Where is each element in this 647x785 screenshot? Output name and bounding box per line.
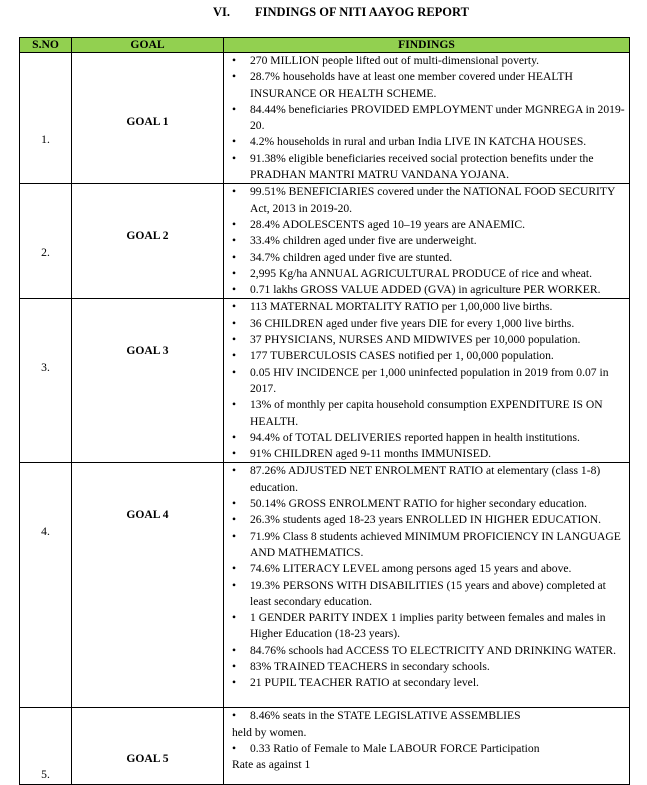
finding-item: • 113 MATERNAL MORTALITY RATIO per 1,00,000 live births. [224, 299, 629, 315]
sno-value: 4. [41, 525, 50, 539]
finding-item: • 36 CHILDREN aged under five years DIE for every 1,000 live births. [224, 316, 629, 332]
sno-cell [20, 708, 72, 785]
goal-label: GOAL 1 [126, 115, 169, 128]
table-row [20, 299, 630, 463]
finding-item: • 21 PUPIL TEACHER RATIO at secondary level. [224, 675, 629, 691]
table-row [20, 53, 630, 184]
header-goal: GOAL [72, 38, 224, 53]
findings-list [224, 708, 629, 724]
finding-continuation: Rate as against 1 [232, 758, 311, 772]
table-row [20, 184, 630, 299]
finding-item: • 84.44% beneficiaries PROVIDED EMPLOYMENT under MGNREGA in 2019-20. [224, 102, 629, 135]
sno-value: 1. [41, 133, 50, 146]
sno-cell [20, 299, 72, 463]
goal-cell [72, 299, 224, 463]
header-sno: S.NO [20, 38, 72, 53]
section-title: FINDINGS OF NITI AAYOG REPORT [255, 5, 469, 19]
finding-item: • 28.7% households have at least one member covered under HEALTH INSURANCE OR HEALTH SCHEME. [224, 69, 629, 102]
finding-item: • 84.76% schools had ACCESS TO ELECTRICITY AND DRINKING WATER. [224, 643, 629, 659]
sno-cell [20, 463, 72, 708]
findings-cell [224, 299, 630, 463]
findings-list [224, 463, 629, 691]
finding-item: • 0.71 lakhs GROSS VALUE ADDED (GVA) in agriculture PER WORKER. [224, 282, 629, 298]
section-number: VI. [213, 5, 231, 19]
sno-value: 5. [41, 768, 50, 782]
finding-item: • 91.38% eligible beneficiaries received social protection benefits under the PRADHAN MANTRI MATRU VANDANA YOJANA. [224, 151, 629, 184]
table-row [20, 463, 630, 708]
goal-cell [72, 53, 224, 184]
findings-list [224, 184, 629, 298]
findings-list [224, 299, 629, 462]
finding-item: • 83% TRAINED TEACHERS in secondary schools. [224, 659, 629, 675]
goal-label: GOAL 3 [126, 344, 169, 358]
sno-value: 3. [41, 361, 50, 375]
findings-cell [224, 463, 630, 708]
finding-item: • 2,995 Kg/ha ANNUAL AGRICULTURAL PRODUCE of rice and wheat. [224, 266, 629, 282]
goal-cell [72, 463, 224, 708]
finding-item: • 34.7% children aged under five are stunted. [224, 250, 629, 266]
goal-label: GOAL 2 [126, 229, 169, 243]
finding-item: • 26.3% students aged 18-23 years ENROLLED IN HIGHER EDUCATION. [224, 512, 629, 528]
finding-item: • 177 TUBERCULOSIS CASES notified per 1, 00,000 population. [224, 348, 629, 364]
finding-continuation: held by women. [232, 725, 307, 739]
finding-item: • 99.51% BENEFICIARIES covered under the NATIONAL FOOD SECURITY Act, 2013 in 2019-20. [224, 184, 629, 217]
finding-item: • 28.4% ADOLESCENTS aged 10–19 years are ANAEMIC. [224, 217, 629, 233]
table-row [20, 708, 630, 785]
sno-cell [20, 184, 72, 299]
finding-item: • 37 PHYSICIANS, NURSES AND MIDWIVES per 10,000 population. [224, 332, 629, 348]
finding-item: • 270 MILLION people lifted out of multi-dimensional poverty. [224, 53, 629, 69]
finding-item: • 4.2% households in rural and urban India LIVE IN KATCHA HOUSES. [224, 134, 629, 150]
finding-item: • 91% CHILDREN aged 9-11 months IMMUNISED. [224, 446, 629, 462]
finding-item: • 0.33 Ratio of Female to Male LABOUR FORCE Participation [224, 741, 629, 757]
findings-list [224, 53, 629, 183]
goal-label: GOAL 5 [126, 752, 169, 766]
findings-cell [224, 184, 630, 299]
finding-item: • 50.14% GROSS ENROLMENT RATIO for higher secondary education. [224, 496, 629, 512]
sno-value: 2. [41, 246, 50, 260]
finding-item: • 74.6% LITERACY LEVEL among persons aged 15 years and above. [224, 561, 629, 577]
findings-list [224, 741, 629, 757]
finding-item: • 94.4% of TOTAL DELIVERIES reported happen in health institutions. [224, 430, 629, 446]
finding-item: • 0.05 HIV INCIDENCE per 1,000 uninfected population in 2019 from 0.07 in 2017. [224, 365, 629, 398]
goal-cell [72, 708, 224, 785]
finding-item: • 19.3% PERSONS WITH DISABILITIES (15 years and above) completed at least secondary education. [224, 578, 629, 611]
goal-label: GOAL 4 [126, 508, 169, 522]
table-header-row [20, 38, 630, 53]
sno-cell [20, 53, 72, 184]
finding-item: • 33.4% children aged under five are underweight. [224, 233, 629, 249]
findings-table [19, 37, 630, 785]
finding-item: • 71.9% Class 8 students achieved MINIMUM PROFICIENCY IN LANGUAGE AND MATHEMATICS. [224, 529, 629, 562]
header-findings: FINDINGS [224, 38, 630, 53]
finding-item: • 1 GENDER PARITY INDEX 1 implies parity between females and males in Higher Education (18-23 years). [224, 610, 629, 643]
findings-cell [224, 708, 630, 785]
finding-item: • 87.26% ADJUSTED NET ENROLMENT RATIO at elementary (class 1-8) education. [224, 463, 629, 496]
findings-cell [224, 53, 630, 184]
finding-item: • 8.46% seats in the STATE LEGISLATIVE ASSEMBLIES [224, 708, 629, 724]
goal-cell [72, 184, 224, 299]
finding-item: • 13% of monthly per capita household consumption EXPENDITURE IS ON HEALTH. [224, 397, 629, 430]
